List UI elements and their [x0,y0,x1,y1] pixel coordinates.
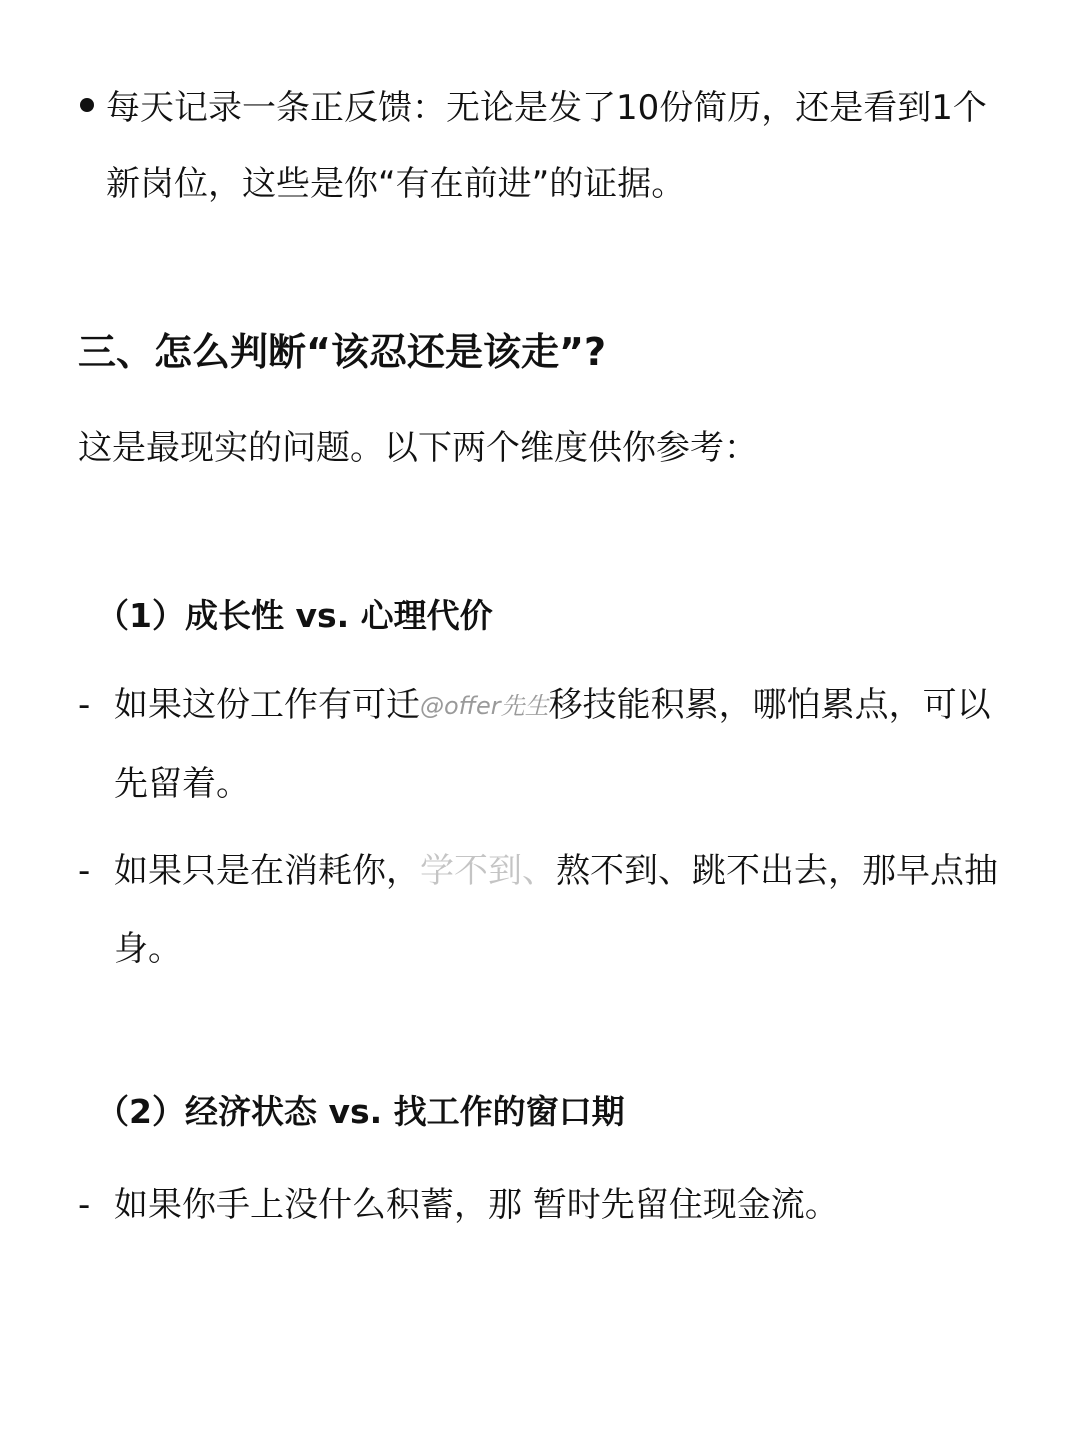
dash-item-text [114,666,998,823]
dimension-1-item-1 [78,666,998,823]
text-segment: 如果这份工作有可迁 [114,685,420,725]
faded-text-segment: 学不到、 [420,851,556,891]
dash-marker: - [78,1185,91,1225]
dimension-2-title: （2）经济状态 vs. 找工作的窗口期 [96,1092,625,1131]
dash-item-text [114,832,998,988]
dash-marker: - [78,685,91,725]
bullet-list-item [78,70,1008,222]
text-segment: 如果只是在消耗你， [114,851,420,891]
section-heading: 三、怎么判断“该忍还是该走”? [78,330,606,374]
text-segment: 移技能积累，哪怕累点，可以先留着。 [114,685,991,804]
dimension-1-item-2 [78,832,998,988]
bullet-text: 每天记录一条正反馈：无论是发了10份简历，还是看到1个新岗位，这些是你“有在前进”的证据。 [106,88,987,204]
watermark: @offer先生 [420,692,549,720]
dash-marker: - [78,851,91,891]
bullet-dot-icon [80,98,94,112]
section-intro: 这是最现实的问题。以下两个维度供你参考： [78,428,758,468]
text-segment: 熬不到、跳不出去，那早点抽身。 [114,851,998,969]
dash-item-text: 如果你手上没什么积蓄，那 暂时先留住现金流。 [114,1185,839,1225]
dimension-1-title: （1）成长性 vs. 心理代价 [96,596,493,635]
dimension-2-item-1 [78,1166,998,1244]
